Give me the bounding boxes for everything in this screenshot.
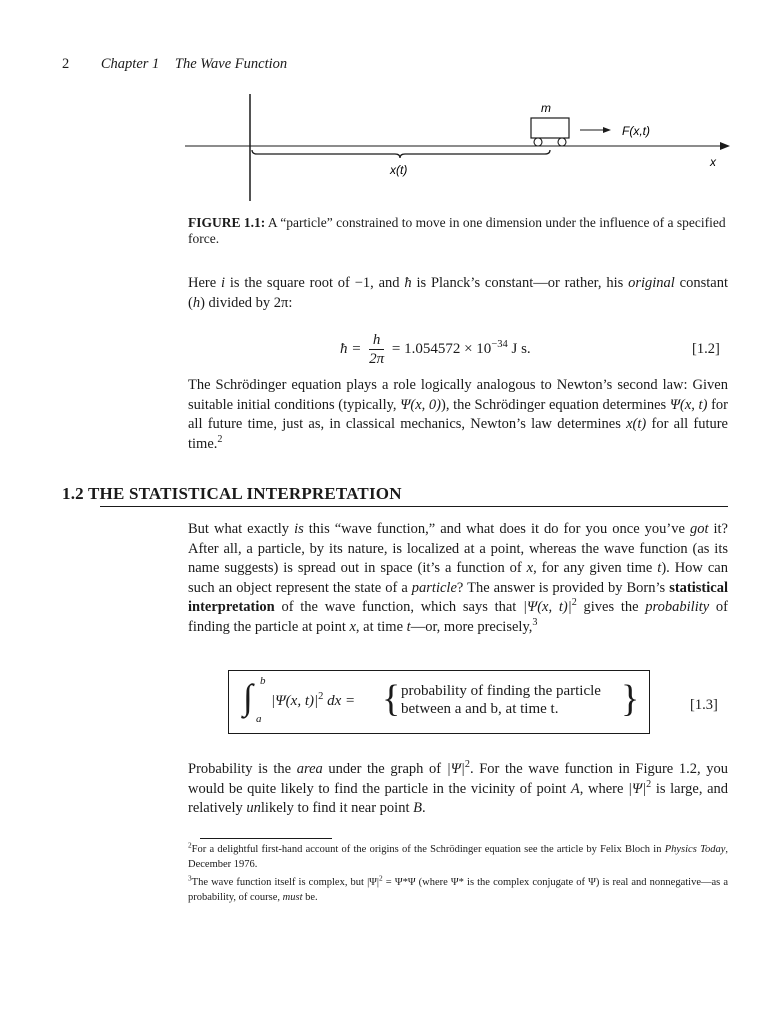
figure-caption (188, 215, 728, 247)
eq-fraction (369, 331, 384, 368)
equation-number-1-2: [1.2] (692, 341, 720, 357)
integrand-dx: dx = (323, 693, 356, 709)
math-psi-xt: Ψ(x, t) (669, 396, 708, 413)
footnote-mark: 2 (188, 840, 192, 850)
paragraph-hbar-definition (188, 274, 728, 313)
left-brace: { (382, 678, 401, 720)
text: is Planck’s constant—or rather, his (411, 275, 629, 291)
integrand (271, 693, 355, 710)
journal-title: Physics Today (664, 844, 726, 855)
emphasis-got: got (689, 521, 709, 537)
equation-1-2 (340, 331, 531, 368)
text: , for any given time (533, 560, 658, 576)
integral-lower-limit: a (256, 713, 262, 725)
text: . (421, 800, 426, 816)
mass-label: m (541, 101, 551, 115)
section-number: 1.2 (62, 484, 84, 503)
eq-denominator: 2π (369, 351, 385, 367)
running-header (62, 56, 287, 73)
chapter-label: Chapter 1 (100, 56, 160, 72)
force-arrowhead (603, 127, 611, 133)
equation-1-3-box (228, 670, 650, 734)
math-h: h (192, 294, 201, 311)
text: be. (302, 892, 318, 903)
math-hbar: ħ (404, 275, 412, 291)
paragraph-born-interpretation (188, 520, 728, 637)
emphasis-must: must (282, 892, 303, 903)
equation-number-1-3: [1.3] (690, 697, 718, 713)
figure-1-1-diagram (185, 94, 730, 204)
right-brace: } (621, 678, 640, 720)
figure-caption-text: A “particle” constrained to move in one dimension under the influence of a specified force. (188, 215, 726, 246)
text: ? The answer is provided by Born’s (456, 579, 670, 596)
text: ) divided by 2π: (200, 294, 293, 311)
math-psi-squared: |Ψ(x, t)| (523, 599, 572, 615)
text: ), the Schrödinger equation determines (441, 396, 670, 413)
chapter-title: The Wave Function (174, 56, 288, 72)
text: The Schrödinger equation plays a role logically analogous to Newton’s second law: Given suitable initial conditions (typically, (188, 377, 728, 413)
emphasis-particle: particle (411, 579, 457, 596)
integrand-psi: |Ψ(x, t)| (271, 693, 319, 709)
section-rule (100, 506, 728, 507)
math-t: t (406, 618, 411, 635)
emphasis-probability: probability (645, 599, 710, 615)
force-label: F(x,t) (622, 124, 650, 138)
text: , where (579, 780, 628, 797)
text: likely to find it near point (260, 800, 414, 816)
probability-line-2: between a and b, at time t. (401, 701, 559, 717)
text: , at time (355, 618, 407, 635)
text: is large, and relatively (188, 780, 729, 816)
superscript: 2 (646, 778, 652, 790)
superscript: 2 (379, 873, 383, 883)
eq-exponent: −34 (491, 338, 508, 350)
emphasis-area: area (296, 761, 323, 777)
page-number: 2 (62, 56, 70, 72)
text: . For the wave function in Figure 1.2, you would be quite likely to find the particle in the vicinity of point (188, 761, 728, 797)
math-psi-x0: Ψ(x, 0) (400, 396, 441, 413)
footnote-2 (188, 842, 728, 872)
integral-upper-limit: b (260, 675, 266, 687)
footnote-3 (188, 875, 728, 905)
footnote-ref-3[interactable]: 3 (532, 616, 538, 628)
text: for all future time. (188, 416, 728, 452)
text: But what exactly (188, 521, 295, 537)
figure-caption-label: FIGURE 1.1: (188, 215, 266, 230)
emphasis-un: un (246, 800, 261, 816)
text: Probability is the (188, 761, 297, 777)
math-x: x (526, 560, 534, 576)
text: constant ( (188, 275, 728, 311)
probability-line-1: probability of finding the particle (401, 683, 601, 699)
bold-statistical-interpretation: statistical interpretation (188, 579, 728, 615)
math-t: t (657, 560, 662, 576)
eq-rhs: = 1.054572 × 10 (391, 340, 492, 357)
math-point-b: B (413, 800, 422, 816)
superscript: 2 (464, 759, 470, 771)
eq-numerator: h (369, 331, 384, 350)
superscript: 2 (318, 691, 324, 702)
footnote-ref-2[interactable]: 2 (217, 433, 223, 445)
paragraph-probability-area (188, 760, 728, 819)
cart-wheel-left (534, 138, 542, 146)
paragraph-schrodinger-analogy (188, 376, 728, 454)
axis-label: x (710, 155, 716, 169)
cart-box (531, 118, 569, 138)
math-i: i (221, 275, 226, 291)
text: is the square root of −1, and (225, 275, 405, 291)
emphasis-is: is (294, 521, 304, 537)
text: —or, more precisely, (410, 618, 533, 635)
text: The wave function itself is complex, but |Ψ| (191, 877, 380, 888)
cart-wheel-right (558, 138, 566, 146)
text: ). How can such an object represent the state of a (188, 560, 728, 596)
text: gives the (576, 599, 646, 615)
text: Here (188, 275, 222, 291)
footnote-rule (200, 838, 332, 839)
x-axis-arrowhead (720, 142, 730, 150)
section-title: THE STATISTICAL INTERPRETATION (88, 484, 402, 503)
integral-sign: ∫ (243, 677, 253, 717)
math-point-a: A (570, 780, 580, 797)
text: of the wave function, which says that (274, 599, 524, 615)
footnote-mark: 3 (188, 873, 192, 883)
position-brace (252, 150, 550, 158)
math-x: x (349, 618, 356, 635)
position-label: x(t) (390, 163, 408, 177)
text: , December 1976. (188, 844, 728, 870)
eq-unit: J s. (511, 340, 531, 357)
superscript: 2 (571, 597, 577, 609)
math-x-t: x(t) (626, 416, 647, 432)
eq-lhs: ħ = (340, 340, 362, 357)
section-heading (62, 484, 402, 504)
math-psi: |Ψ| (446, 761, 465, 777)
text: under the graph of (322, 761, 447, 777)
text: of finding the particle at point (188, 599, 728, 635)
text: it? After all, a particle, by its nature, is localized at a point, whereas the wave function (as its name suggests) is spread out in space (it’s a function of (188, 521, 728, 576)
text: for all future time, just as, in classical mechanics, Newton’s law determines (188, 396, 728, 432)
text: = Ψ*Ψ (where Ψ* is the complex conjugate of Ψ) is real and nonnegative—as a probability, of course, (188, 877, 728, 903)
text: For a delightful first-hand account of the origins of the Schrödinger equation see the article by Felix Bloch in (191, 844, 665, 855)
math-psi: |Ψ| (628, 780, 647, 797)
text: this “wave function,” and what does it do for you once you’ve (303, 521, 690, 537)
emphasis-original: original (628, 275, 675, 291)
